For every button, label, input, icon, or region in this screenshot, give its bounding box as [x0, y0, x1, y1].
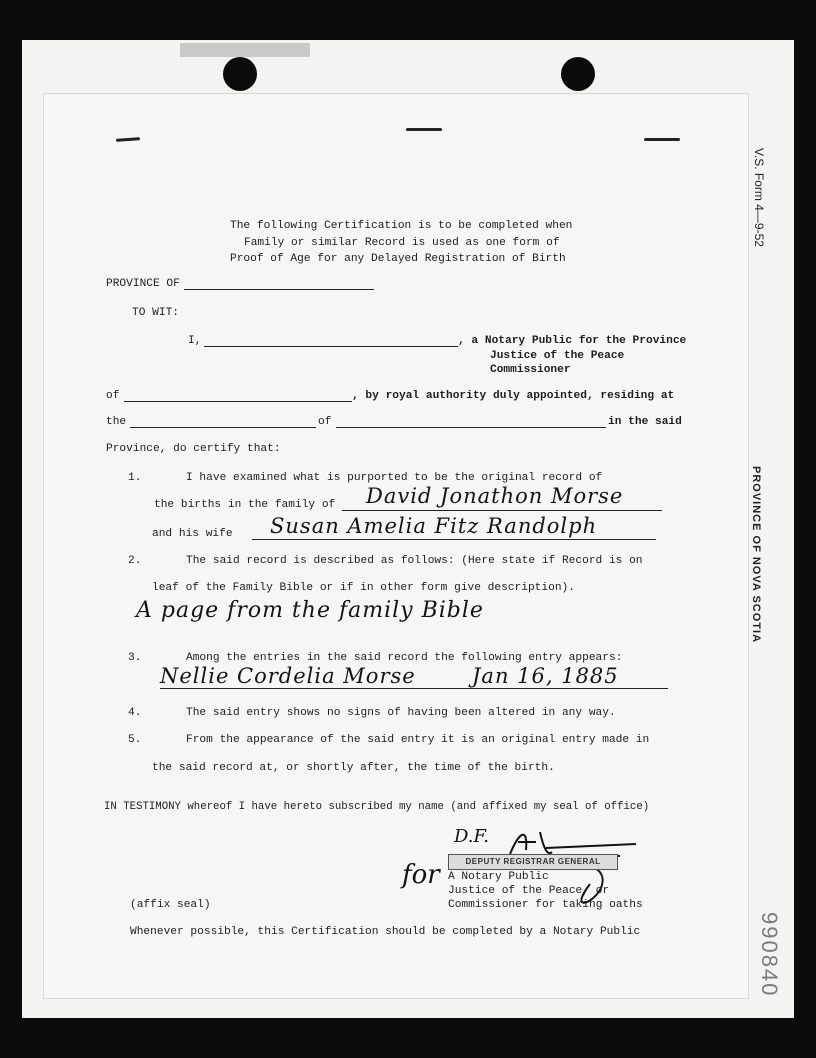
item-1-text: I have examined what is purported to be the original record of [186, 472, 603, 484]
staple-mark [644, 138, 680, 141]
handwritten-wife-name: Susan Amelia Fitz Randolph [270, 514, 598, 538]
to-wit-label: TO WIT: [132, 307, 179, 319]
appointed-text: , by royal authority duly appointed, residing at [352, 390, 675, 402]
signature-initials: D.F. [454, 826, 489, 847]
punch-hole-right [561, 57, 595, 91]
item-5-text-1: From the appearance of the said entry it is an original entry made in [186, 734, 650, 746]
handwritten-husband-name: David Jonathon Morse [366, 484, 624, 508]
handwritten-entry-name: Nellie Cordelia Morse [160, 664, 416, 688]
the-label: the [106, 416, 127, 428]
signer-commissioner: Commissioner for taking oaths [448, 899, 643, 911]
signer-justice: Justice of the Peace, or [448, 885, 610, 897]
handwritten-entry-date: Jan 16, 1885 [472, 664, 619, 688]
item-number-5: 5. [128, 734, 142, 746]
item-number-1: 1. [128, 472, 142, 484]
signer-notary: A Notary Public [448, 871, 549, 883]
entry-line [160, 688, 668, 689]
wife-line [252, 539, 656, 540]
staple-mark [116, 137, 140, 142]
handwritten-record-description: A page from the family Bible [136, 598, 484, 623]
name-line [204, 346, 458, 347]
of-line [124, 401, 352, 402]
the-line [130, 427, 316, 428]
heading-line-3: Proof of Age for any Delayed Registration of Birth [230, 253, 566, 265]
serial-number: 990840 [757, 912, 782, 998]
province-certify: Province, do certify that: [106, 443, 281, 455]
in-said-label: in the said [608, 416, 682, 428]
province-of-line [184, 289, 374, 290]
item-number-4: 4. [128, 707, 142, 719]
item-1-births-label: the births in the family of [154, 499, 336, 511]
affix-seal-label: (affix seal) [130, 899, 211, 911]
of-label: of [106, 390, 120, 402]
of-label-2: of [318, 416, 332, 428]
testimony-statement: IN TESTIMONY whereof I have hereto subscribed my name (and affixed my seal of office) [104, 801, 650, 813]
notary-suffix: , a Notary Public for the Province [458, 335, 687, 347]
tape-strip [180, 43, 310, 57]
item-number-2: 2. [128, 555, 142, 567]
staple-mark [406, 128, 442, 131]
province-of-label: PROVINCE OF [106, 278, 180, 290]
family-line [342, 510, 662, 511]
item-4-text: The said entry shows no signs of having been altered in any way. [186, 707, 616, 719]
form-number: V.S. Form 4—9-52 [752, 148, 766, 247]
item-number-3: 3. [128, 652, 142, 664]
heading-line-2: Family or similar Record is used as one form of [244, 237, 560, 249]
deputy-registrar-stamp: DEPUTY REGISTRAR GENERAL [448, 854, 618, 870]
justice-option: Justice of the Peace [490, 350, 625, 362]
item-1-wife-label: and his wife [152, 528, 233, 540]
commissioner-option: Commissioner [490, 364, 571, 376]
of-line-2 [336, 427, 606, 428]
margin-province-label: PROVINCE OF NOVA SCOTIA [750, 466, 762, 644]
footer-note: Whenever possible, this Certification should be completed by a Notary Public [130, 926, 641, 938]
i-label: I, [188, 335, 202, 347]
heading-line-1: The following Certification is to be completed when [230, 220, 573, 232]
punch-hole-left [223, 57, 257, 91]
item-2-text-1: The said record is described as follows: (Here state if Record is on [186, 555, 643, 567]
signature-for: for [402, 860, 440, 890]
item-3-text: Among the entries in the said record the following entry appears: [186, 652, 623, 664]
item-2-text-2: leaf of the Family Bible or if in other form give description). [152, 582, 575, 594]
item-5-text-2: the said record at, or shortly after, the time of the birth. [152, 762, 555, 774]
